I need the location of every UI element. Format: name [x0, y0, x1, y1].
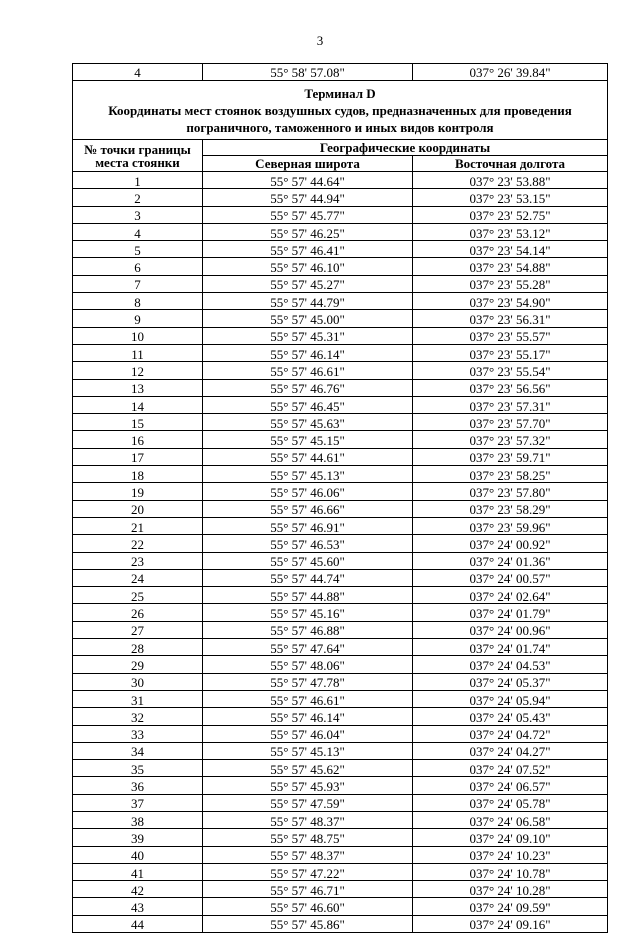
table-row: [73, 396, 608, 413]
longitude-cell: 037° 24' 09.10": [413, 829, 608, 846]
latitude-cell: 55° 57' 45.63": [203, 414, 413, 431]
longitude-cell: 037° 23' 57.70": [413, 414, 608, 431]
latitude-cell: 55° 57' 45.13": [203, 742, 413, 759]
table-row: [73, 258, 608, 275]
latitude-cell: 55° 58' 57.08": [203, 64, 413, 81]
point-number-cell: 20: [73, 500, 203, 517]
point-number-cell: 17: [73, 448, 203, 465]
latitude-cell: 55° 57' 48.75": [203, 829, 413, 846]
longitude-cell: 037° 23' 56.56": [413, 379, 608, 396]
point-number-cell: 21: [73, 517, 203, 534]
longitude-cell: 037° 23' 58.25": [413, 466, 608, 483]
latitude-cell: 55° 57' 46.45": [203, 396, 413, 413]
longitude-cell: 037° 23' 59.96": [413, 517, 608, 534]
point-number-cell: 2: [73, 189, 203, 206]
point-number-cell: 6: [73, 258, 203, 275]
table-row: [73, 448, 608, 465]
latitude-cell: 55° 57' 45.13": [203, 466, 413, 483]
longitude-cell: 037° 24' 05.78": [413, 794, 608, 811]
latitude-cell: 55° 57' 46.60": [203, 898, 413, 915]
latitude-cell: 55° 57' 45.86": [203, 915, 413, 932]
point-number-cell: 9: [73, 310, 203, 327]
point-number-cell: 27: [73, 621, 203, 638]
point-number-cell: 22: [73, 535, 203, 552]
table-row: [73, 898, 608, 915]
longitude-cell: 037° 23' 55.28": [413, 275, 608, 292]
point-header-line-1: № точки границы: [84, 141, 191, 157]
longitude-cell: 037° 23' 53.15": [413, 189, 608, 206]
latitude-cell: 55° 57' 44.74": [203, 569, 413, 586]
latitude-cell: 55° 57' 48.37": [203, 811, 413, 828]
point-number-cell: 10: [73, 327, 203, 344]
longitude-cell: 037° 24' 10.78": [413, 863, 608, 880]
longitude-cell: 037° 23' 57.32": [413, 431, 608, 448]
point-number-cell: 15: [73, 414, 203, 431]
table-row: [73, 483, 608, 500]
longitude-cell: 037° 24' 09.59": [413, 898, 608, 915]
table-row: [73, 863, 608, 880]
longitude-cell: 037° 24' 02.64": [413, 587, 608, 604]
longitude-header: Восточная долгота: [413, 156, 608, 172]
latitude-cell: 55° 57' 46.10": [203, 258, 413, 275]
latitude-cell: 55° 57' 46.88": [203, 621, 413, 638]
geo-coordinates-header: Географические координаты: [203, 140, 608, 156]
point-number-cell: 23: [73, 552, 203, 569]
latitude-cell: 55° 57' 46.71": [203, 881, 413, 898]
point-number-cell: 24: [73, 569, 203, 586]
longitude-cell: 037° 24' 05.43": [413, 708, 608, 725]
latitude-cell: 55° 57' 45.62": [203, 760, 413, 777]
longitude-cell: 037° 23' 55.57": [413, 327, 608, 344]
point-number-cell: 5: [73, 241, 203, 258]
point-number-cell: 35: [73, 760, 203, 777]
table-row: [73, 725, 608, 742]
longitude-cell: 037° 24' 00.57": [413, 569, 608, 586]
longitude-cell: 037° 24' 10.23": [413, 846, 608, 863]
latitude-cell: 55° 57' 47.64": [203, 639, 413, 656]
point-number-cell: 33: [73, 725, 203, 742]
table-row: [73, 327, 608, 344]
longitude-cell: 037° 24' 01.79": [413, 604, 608, 621]
table-row: [73, 569, 608, 586]
point-number-cell: 8: [73, 293, 203, 310]
latitude-cell: 55° 57' 44.88": [203, 587, 413, 604]
table-row: [73, 517, 608, 534]
table-row: [73, 223, 608, 240]
table-row: [73, 794, 608, 811]
point-number-cell: 4: [73, 64, 203, 81]
point-number-cell: 37: [73, 794, 203, 811]
longitude-cell: 037° 24' 04.27": [413, 742, 608, 759]
longitude-cell: 037° 24' 05.37": [413, 673, 608, 690]
latitude-cell: 55° 57' 47.59": [203, 794, 413, 811]
coordinates-table: [72, 63, 608, 933]
longitude-cell: 037° 24' 09.16": [413, 915, 608, 932]
table-row: [73, 829, 608, 846]
latitude-cell: 55° 57' 45.15": [203, 431, 413, 448]
longitude-cell: 037° 23' 54.14": [413, 241, 608, 258]
table-row: [73, 362, 608, 379]
table-row: [73, 552, 608, 569]
point-number-cell: 43: [73, 898, 203, 915]
point-number-cell: 25: [73, 587, 203, 604]
section-title: [73, 81, 608, 140]
latitude-cell: 55° 57' 46.14": [203, 708, 413, 725]
longitude-cell: 037° 23' 59.71": [413, 448, 608, 465]
latitude-cell: 55° 57' 45.93": [203, 777, 413, 794]
longitude-cell: 037° 23' 57.31": [413, 396, 608, 413]
longitude-cell: 037° 24' 01.36": [413, 552, 608, 569]
longitude-cell: 037° 24' 00.92": [413, 535, 608, 552]
table-row: [73, 344, 608, 361]
latitude-cell: 55° 57' 46.61": [203, 690, 413, 707]
table-row: [73, 587, 608, 604]
table-row: [73, 639, 608, 656]
title-line-1: Координаты мест стоянок воздушных судов, предназначенных для проведения: [108, 102, 572, 118]
table-row: [73, 466, 608, 483]
longitude-cell: 037° 23' 56.31": [413, 310, 608, 327]
point-number-cell: 1: [73, 172, 203, 189]
point-number-cell: 28: [73, 639, 203, 656]
point-header-line-2: места стоянки: [95, 154, 180, 170]
latitude-cell: 55° 57' 45.60": [203, 552, 413, 569]
point-number-cell: 19: [73, 483, 203, 500]
longitude-cell: 037° 23' 53.88": [413, 172, 608, 189]
point-number-cell: 16: [73, 431, 203, 448]
point-number-cell: 12: [73, 362, 203, 379]
latitude-cell: 55° 57' 46.66": [203, 500, 413, 517]
point-number-cell: 32: [73, 708, 203, 725]
point-number-cell: 14: [73, 396, 203, 413]
longitude-cell: 037° 24' 01.74": [413, 639, 608, 656]
point-number-cell: 11: [73, 344, 203, 361]
table-row: [73, 500, 608, 517]
longitude-cell: 037° 23' 55.17": [413, 344, 608, 361]
table-row: [73, 673, 608, 690]
latitude-cell: 55° 57' 46.61": [203, 362, 413, 379]
point-number-cell: 29: [73, 656, 203, 673]
latitude-cell: 55° 57' 47.78": [203, 673, 413, 690]
table-row: [73, 293, 608, 310]
point-number-cell: 4: [73, 223, 203, 240]
latitude-cell: 55° 57' 45.77": [203, 206, 413, 223]
section-title-row: [73, 81, 608, 140]
point-number-cell: 36: [73, 777, 203, 794]
table-row: [73, 431, 608, 448]
point-number-cell: 38: [73, 811, 203, 828]
point-number-cell: 26: [73, 604, 203, 621]
table-row: [73, 742, 608, 759]
latitude-cell: 55° 57' 48.06": [203, 656, 413, 673]
latitude-cell: 55° 57' 45.31": [203, 327, 413, 344]
longitude-cell: 037° 24' 00.96": [413, 621, 608, 638]
table-row: [73, 275, 608, 292]
table-row: [73, 846, 608, 863]
table-row: [73, 64, 608, 81]
latitude-cell: 55° 57' 46.76": [203, 379, 413, 396]
title-line-2: пограничного, таможенного и иных видов контроля: [186, 119, 494, 135]
longitude-cell: 037° 23' 54.88": [413, 258, 608, 275]
latitude-cell: 55° 57' 48.37": [203, 846, 413, 863]
longitude-cell: 037° 23' 53.12": [413, 223, 608, 240]
longitude-cell: 037° 24' 04.72": [413, 725, 608, 742]
point-number-cell: 34: [73, 742, 203, 759]
table-row: [73, 811, 608, 828]
point-number-cell: 40: [73, 846, 203, 863]
table-row: [73, 414, 608, 431]
latitude-cell: 55° 57' 46.14": [203, 344, 413, 361]
table-row: [73, 690, 608, 707]
latitude-cell: 55° 57' 44.61": [203, 448, 413, 465]
latitude-cell: 55° 57' 46.06": [203, 483, 413, 500]
latitude-cell: 55° 57' 44.94": [203, 189, 413, 206]
page-number: 3: [316, 33, 324, 48]
terminal-heading: Терминал D: [304, 85, 376, 101]
header-row-1: [73, 140, 608, 156]
point-number-cell: 41: [73, 863, 203, 880]
latitude-cell: 55° 57' 44.79": [203, 293, 413, 310]
point-number-cell: 3: [73, 206, 203, 223]
longitude-cell: 037° 24' 07.52": [413, 760, 608, 777]
table-row: [73, 535, 608, 552]
latitude-cell: 55° 57' 47.22": [203, 863, 413, 880]
longitude-cell: 037° 23' 58.29": [413, 500, 608, 517]
latitude-cell: 55° 57' 46.91": [203, 517, 413, 534]
table-row: [73, 881, 608, 898]
longitude-cell: 037° 24' 06.58": [413, 811, 608, 828]
point-number-cell: 7: [73, 275, 203, 292]
table-row: [73, 915, 608, 932]
point-number-cell: 31: [73, 690, 203, 707]
table-row: [73, 604, 608, 621]
point-number-cell: 39: [73, 829, 203, 846]
latitude-cell: 55° 57' 45.00": [203, 310, 413, 327]
table-row: [73, 656, 608, 673]
table-row: [73, 708, 608, 725]
point-number-cell: 42: [73, 881, 203, 898]
longitude-cell: 037° 23' 52.75": [413, 206, 608, 223]
longitude-cell: 037° 23' 57.80": [413, 483, 608, 500]
latitude-header: Северная широта: [203, 156, 413, 172]
coordinate-rows: [73, 172, 608, 933]
table-row: [73, 189, 608, 206]
latitude-cell: 55° 57' 46.04": [203, 725, 413, 742]
table-row: [73, 621, 608, 638]
longitude-cell: 037° 23' 54.90": [413, 293, 608, 310]
point-number-cell: 18: [73, 466, 203, 483]
table-row: [73, 172, 608, 189]
latitude-cell: 55° 57' 44.64": [203, 172, 413, 189]
latitude-cell: 55° 57' 45.27": [203, 275, 413, 292]
point-number-cell: 13: [73, 379, 203, 396]
longitude-cell: 037° 26' 39.84": [413, 64, 608, 81]
longitude-cell: 037° 23' 55.54": [413, 362, 608, 379]
latitude-cell: 55° 57' 46.25": [203, 223, 413, 240]
point-number-cell: 44: [73, 915, 203, 932]
table-row: [73, 379, 608, 396]
longitude-cell: 037° 24' 05.94": [413, 690, 608, 707]
table-row: [73, 777, 608, 794]
latitude-cell: 55° 57' 46.41": [203, 241, 413, 258]
table-row: [73, 206, 608, 223]
latitude-cell: 55° 57' 45.16": [203, 604, 413, 621]
longitude-cell: 037° 24' 06.57": [413, 777, 608, 794]
table-row: [73, 310, 608, 327]
point-number-cell: 30: [73, 673, 203, 690]
latitude-cell: 55° 57' 46.53": [203, 535, 413, 552]
longitude-cell: 037° 24' 10.28": [413, 881, 608, 898]
longitude-cell: 037° 24' 04.53": [413, 656, 608, 673]
table-row: [73, 760, 608, 777]
point-number-header: [73, 140, 203, 172]
table-row: [73, 241, 608, 258]
